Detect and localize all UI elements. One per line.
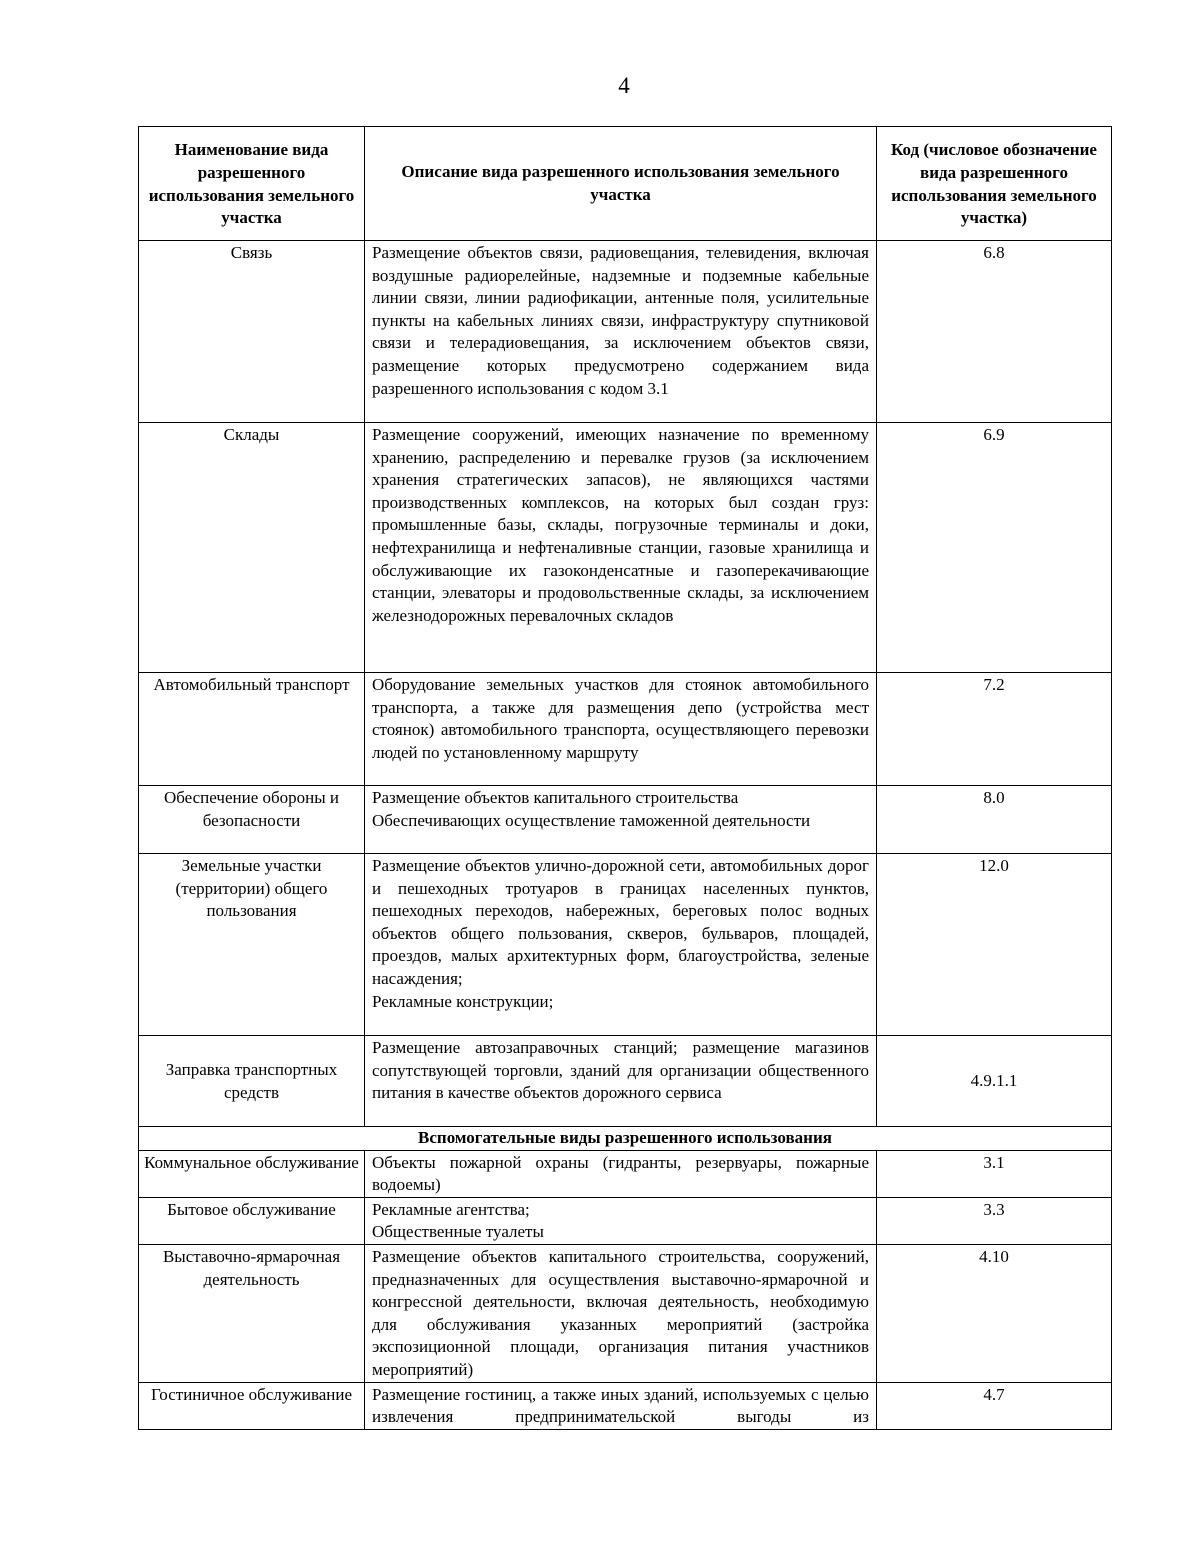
table-row [139,423,1112,673]
row-description: Объекты пожарной охраны (гидранты, резервуары, пожарные водоемы) [365,1150,877,1197]
section-row [139,1127,1112,1151]
row-description: Размещение сооружений, имеющих назначение по временному хранению, распределению и перевалке грузов (за исключением хранения стратегических запасов), не являющихся частями производственных комплексов, на которых был создан груз: промышленные базы, склады, погрузочные терминалы и доки, нефтехранилища и нефтеналивные станции, газовые хранилища и обслуживающие их газоконденсатные и газоперекачивающие станции, элеваторы и продовольственные склады, за исключением железнодорожных перевалочных складов [365,423,877,673]
table-row [139,1197,1112,1244]
table-row [139,1382,1112,1429]
table-row [139,241,1112,423]
row-code: 3.3 [877,1197,1112,1244]
description-line: Общественные туалеты [372,1222,544,1242]
header-description: Описание вида разрешенного использования земельного участка [365,127,877,241]
table-row [139,1150,1112,1197]
row-code: 7.2 [877,673,1112,786]
row-code: 12.0 [877,854,1112,1036]
row-description: Размещение объектов связи, радиовещания, телевидения, включая воздушные радиорелейные, надземные и подземные кабельные линии связи, линии радиофикации, антенные поля, усилительные пункты на кабельных линиях связи, инфраструктуру спутниковой связи и телерадиовещания, за исключением объектов связи, размещение которых предусмотрено содержанием вида разрешенного использования с кодом 3.1 [365,241,877,423]
row-description [365,786,877,854]
row-description: Размещение автозаправочных станций; размещение магазинов сопутствующей торговли, зданий для организации общественного питания в качестве объектов дорожного сервиса [365,1036,877,1127]
row-description: Размещение объектов капитального строительства, сооружений, предназначенных для осуществления выставочно-ярмарочной и конгрессной деятельности, включая деятельность, необходимую для обслуживания указанных мероприятий (застройка экспозиционной площади, организация питания участников мероприятий) [365,1244,877,1382]
description-line: Размещение объектов улично-дорожной сети, автомобильных дорог и пешеходных тротуаров в границах населенных пунктов, пешеходных переходов, набережных, береговых полос водных объектов общего пользования, скверов, бульваров, площадей, проездов, малых архитектурных форм, благоустройства, зеленые насаждения; [372,856,869,988]
row-name: Автомобильный транспорт [139,673,365,786]
row-code: 6.8 [877,241,1112,423]
row-description [365,854,877,1036]
row-code: 4.7 [877,1382,1112,1429]
description-line: Размещение объектов капитального строительства [372,788,739,807]
table-row [139,673,1112,786]
row-name: Связь [139,241,365,423]
table-row [139,1036,1112,1127]
row-name: Гостиничное обслуживание [139,1382,365,1429]
row-name: Бытовое обслуживание [139,1197,365,1244]
row-name: Коммунальное обслуживание [139,1150,365,1197]
section-title: Вспомогательные виды разрешенного использования [139,1127,1112,1151]
row-name: Выставочно-ярмарочная деятельность [139,1244,365,1382]
table-row [139,1244,1112,1382]
header-code: Код (числовое обозначение вида разрешенного использования земельного участка) [877,127,1112,241]
row-code: 6.9 [877,423,1112,673]
row-description: Оборудование земельных участков для стоянок автомобильного транспорта, а также для размещения депо (устройства мест стоянок) автомобильного транспорта, осуществляющего перевозки людей по установленному маршруту [365,673,877,786]
table-row [139,786,1112,854]
row-description [365,1197,877,1244]
table-row [139,854,1112,1036]
row-description [365,1382,877,1429]
row-name: Склады [139,423,365,673]
row-name: Земельные участки (территории) общего пользования [139,854,365,1036]
page-number: 4 [618,73,630,98]
description-line: Обеспечивающих осуществление таможенной деятельности [372,810,811,830]
row-code: 4.10 [877,1244,1112,1382]
row-code: 4.9.1.1 [877,1036,1112,1127]
land-use-table [138,126,1112,1430]
row-code: 3.1 [877,1150,1112,1197]
header-name: Наименование вида разрешенного использования земельного участка [139,127,365,241]
table-header-row [139,127,1112,241]
row-name: Заправка транспортных средств [139,1036,365,1127]
description-text: Размещение гостиниц, а также иных зданий, используемых с целью извлечения предпринимательской выгоды из [372,1384,869,1427]
description-line: Рекламные конструкции; [372,991,554,1011]
description-line: Рекламные агентства; [372,1199,530,1219]
row-name: Обеспечение обороны и безопасности [139,786,365,854]
row-code: 8.0 [877,786,1112,854]
